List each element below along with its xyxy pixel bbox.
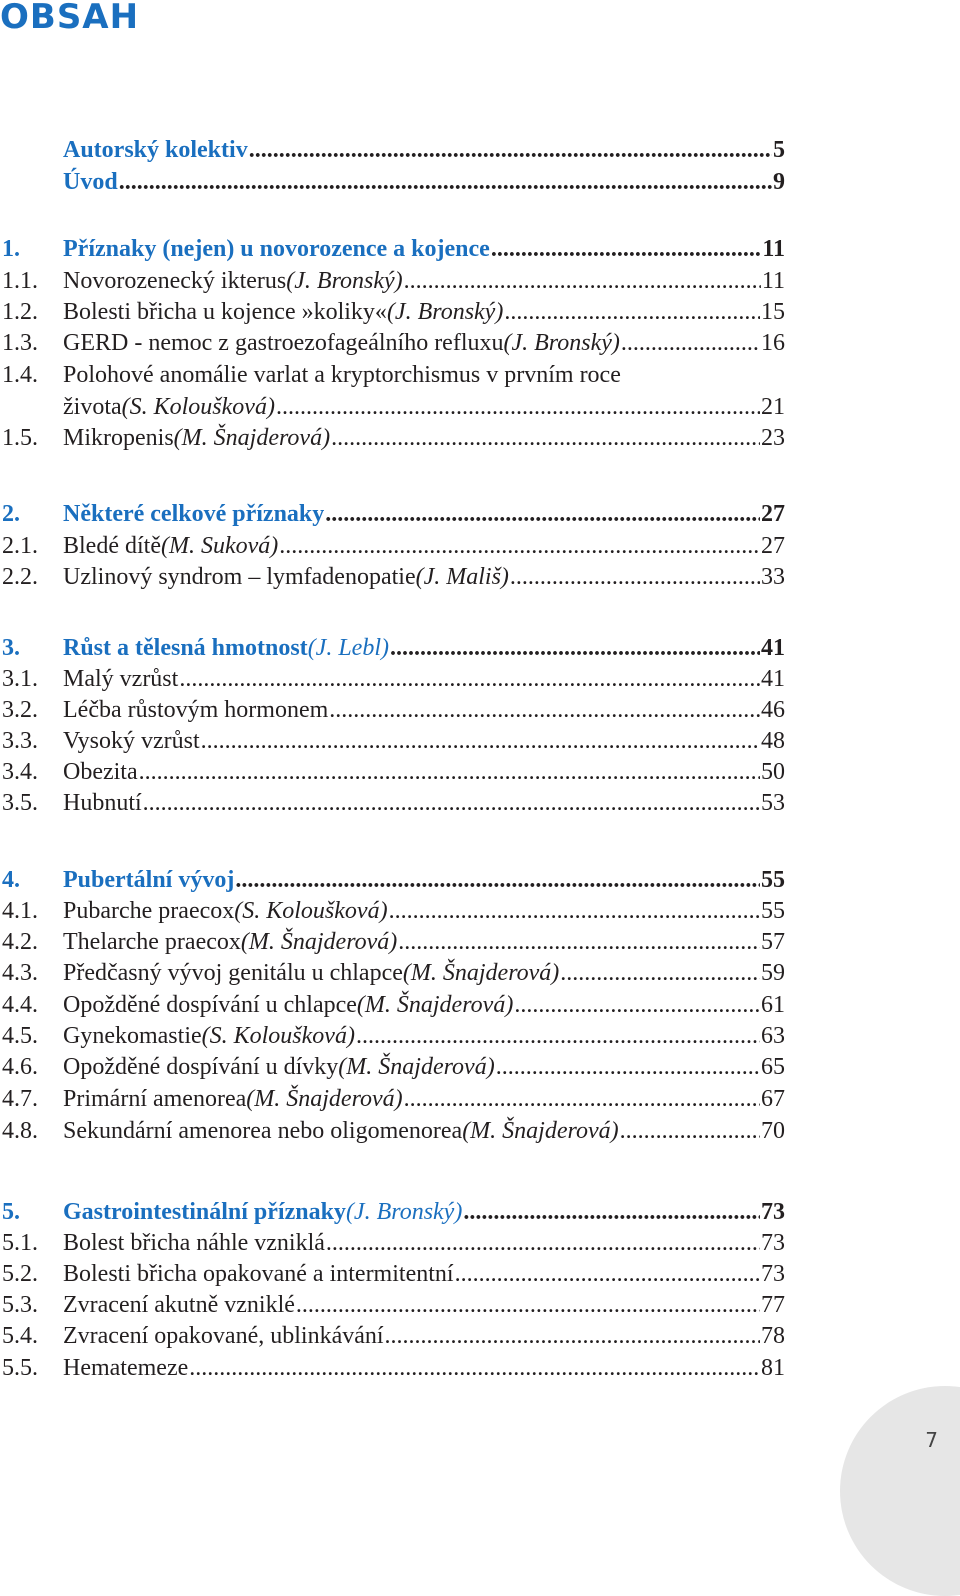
toc-section-heading[interactable] xyxy=(0,233,785,265)
dot-leader xyxy=(189,1352,760,1384)
dot-leader xyxy=(404,265,761,297)
toc-entry[interactable] xyxy=(0,1051,785,1083)
toc-entry-title: Opožděné dospívání u dívky xyxy=(63,1054,339,1080)
toc-entry[interactable] xyxy=(0,422,785,454)
dot-leader xyxy=(119,166,772,198)
toc-entry-page: 67 xyxy=(761,1086,785,1112)
toc-entry-number: 5.1. xyxy=(2,1230,38,1256)
toc-entry-title: Pubertální vývoj xyxy=(63,867,235,893)
toc-entry-number: 1.3. xyxy=(2,330,38,356)
toc-entry-number: 1.5. xyxy=(2,425,38,451)
toc-entry-page: 5 xyxy=(773,137,785,163)
dot-leader xyxy=(235,864,760,896)
toc-entry[interactable] xyxy=(0,1258,785,1290)
toc-entry-page: 41 xyxy=(761,666,785,692)
toc-entry[interactable] xyxy=(0,895,785,927)
toc-entry-number: 5.3. xyxy=(2,1292,38,1318)
toc-entry-page: 61 xyxy=(761,992,785,1018)
toc-entry-author: (M. Šnajderová) xyxy=(338,1054,495,1080)
toc-entry[interactable] xyxy=(0,1115,785,1147)
toc-entry-title: Růst a tělesná hmotnost xyxy=(63,635,308,661)
toc-entry-author: (S. Koloušková) xyxy=(201,1023,355,1049)
dot-leader xyxy=(326,1227,760,1259)
dot-leader xyxy=(356,1020,760,1052)
toc-entry-number: 4. xyxy=(2,867,20,893)
toc-entry-title: Některé celkové příznaky xyxy=(63,501,325,527)
toc-entry-author: (M. Šnajderová) xyxy=(402,960,560,986)
toc-entry-title: Úvod xyxy=(63,169,118,195)
dot-leader xyxy=(620,1115,760,1147)
toc-entry-page: 15 xyxy=(761,299,785,325)
toc-entry-title: Opožděné dospívání u chlapce xyxy=(63,992,357,1018)
toc-entry-number: 2.1. xyxy=(2,533,38,559)
toc-entry-number: 4.6. xyxy=(2,1054,38,1080)
toc-entry[interactable] xyxy=(0,787,785,819)
toc-entry[interactable] xyxy=(0,989,785,1021)
toc-section-heading[interactable] xyxy=(0,498,785,530)
toc-entry-page: 27 xyxy=(761,533,785,559)
toc-entry-title: Bolest břicha náhle vzniklá xyxy=(63,1230,325,1256)
toc-entry-number: 3. xyxy=(2,635,20,661)
toc-entry[interactable] xyxy=(0,1352,785,1384)
toc-entry[interactable] xyxy=(0,561,785,593)
dot-leader xyxy=(514,989,760,1021)
toc-entry-number: 3.5. xyxy=(2,790,38,816)
toc-entry-page: 73 xyxy=(761,1199,785,1225)
toc-entry-number: 1. xyxy=(2,236,20,262)
toc-entry-number: 3.3. xyxy=(2,728,38,754)
toc-entry-title: života xyxy=(63,394,122,420)
toc-entry-number: 4.7. xyxy=(2,1086,38,1112)
toc-entry-number: 4.4. xyxy=(2,992,38,1018)
toc-entry-page: 41 xyxy=(761,635,785,661)
toc-section-heading[interactable] xyxy=(0,864,785,896)
toc-entry-title: Uzlinový syndrom – lymfadenopatie xyxy=(63,564,416,590)
toc-entry-number: 4.1. xyxy=(2,898,38,924)
toc-entry-title: GERD - nemoc z gastroezofageálního refluxu xyxy=(63,330,504,356)
toc-entry[interactable] xyxy=(0,957,785,989)
toc-entry-number: 2.2. xyxy=(2,564,38,590)
dot-leader xyxy=(621,327,760,359)
toc-entry[interactable] xyxy=(0,530,785,562)
toc-entry-number: 4.3. xyxy=(2,960,38,986)
toc-entry-author: (M. Šnajderová) xyxy=(462,1118,619,1144)
toc-entry-author: (J. Bronský) xyxy=(286,268,403,294)
toc-entry-title: Obezita xyxy=(63,759,138,785)
toc-entry[interactable] xyxy=(0,296,785,328)
dot-leader xyxy=(276,391,760,423)
toc-entry-page: 81 xyxy=(761,1355,785,1381)
toc-entry-author: (J. Bronský) xyxy=(345,1199,463,1225)
toc-entry-title: Primární amenorea xyxy=(63,1086,247,1112)
toc-entry-number: 3.1. xyxy=(2,666,38,692)
toc-entry-number: 4.5. xyxy=(2,1023,38,1049)
toc-entry[interactable] xyxy=(0,1227,785,1259)
page-number: 7 xyxy=(925,1428,938,1452)
dot-leader xyxy=(201,725,760,757)
toc-entry-number: 4.2. xyxy=(2,929,38,955)
toc-entry-title: Léčba růstovým hormonem xyxy=(63,697,329,723)
toc-entry-number: 5.5. xyxy=(2,1355,38,1381)
dot-leader xyxy=(504,296,760,328)
toc-entry-page: 59 xyxy=(761,960,785,986)
toc-entry-number: 5.4. xyxy=(2,1323,38,1349)
dot-leader xyxy=(249,134,772,166)
toc-entry-author: (J. Mališ) xyxy=(415,564,509,590)
toc-entry-page: 48 xyxy=(761,728,785,754)
toc-entry-author: (S. Koloušková) xyxy=(121,394,275,420)
toc-entry-number: 4.8. xyxy=(2,1118,38,1144)
toc-entry-number: 1.1. xyxy=(2,268,38,294)
toc-entry-author: (M. Suková) xyxy=(160,533,279,559)
toc-entry[interactable] xyxy=(0,756,785,788)
toc-entry-title: Zvracení akutně vzniklé xyxy=(63,1292,295,1318)
toc-entry[interactable] xyxy=(0,926,785,958)
toc-entry-author: (S. Koloušková) xyxy=(234,898,388,924)
toc-entry-page: 78 xyxy=(761,1323,785,1349)
toc-entry-page: 55 xyxy=(761,898,785,924)
dot-leader xyxy=(179,663,760,695)
toc-entry-page: 11 xyxy=(762,236,785,262)
toc-entry[interactable] xyxy=(0,265,785,297)
dot-leader xyxy=(325,498,760,530)
toc-entry-author: (J. Bronský) xyxy=(503,330,620,356)
toc-entry-title: Bledé dítě xyxy=(63,533,161,559)
dot-leader xyxy=(385,1320,760,1352)
dot-leader xyxy=(143,787,760,819)
toc-entry-title: Předčasný vývoj genitálu u chlapce xyxy=(63,960,403,986)
toc-entry-title: Gynekomastie xyxy=(63,1023,202,1049)
dot-leader xyxy=(398,926,760,958)
toc-entry-number: 5. xyxy=(2,1199,20,1225)
toc-entry[interactable] xyxy=(0,1289,785,1321)
toc-entry-page: 11 xyxy=(761,268,785,294)
dot-leader xyxy=(491,233,761,265)
dot-leader xyxy=(404,1083,760,1115)
dot-leader xyxy=(331,422,760,454)
toc-entry-author: (J. Bronský) xyxy=(386,299,504,325)
toc-entry-page: 9 xyxy=(773,169,785,195)
toc-entry-title: Pubarche praecox xyxy=(63,898,235,924)
toc-section-heading[interactable] xyxy=(0,1196,785,1228)
toc-entry-number: 5.2. xyxy=(2,1261,38,1287)
toc-entry-page: 53 xyxy=(761,790,785,816)
toc-entry-title: Gastrointestinální příznaky xyxy=(63,1199,346,1225)
dot-leader xyxy=(496,1051,760,1083)
toc-entry-page: 21 xyxy=(761,394,785,420)
toc-entry-page: 63 xyxy=(761,1023,785,1049)
toc-entry-page: 27 xyxy=(761,501,785,527)
toc-entry[interactable] xyxy=(0,663,785,695)
toc-entry-page: 16 xyxy=(761,330,785,356)
dot-leader xyxy=(463,1196,760,1228)
toc-entry-number: 3.4. xyxy=(2,759,38,785)
dot-leader xyxy=(139,756,760,788)
dot-leader xyxy=(279,530,760,562)
toc-entry-page: 70 xyxy=(761,1118,785,1144)
toc-entry-number: 3.2. xyxy=(2,697,38,723)
toc-entry-author: (M. Šnajderová) xyxy=(240,929,398,955)
toc-entry[interactable] xyxy=(0,359,785,423)
toc-entry-page: 65 xyxy=(761,1054,785,1080)
toc-section-heading[interactable] xyxy=(0,134,785,166)
toc-entry-page: 46 xyxy=(761,697,785,723)
toc-entry[interactable] xyxy=(0,725,785,757)
toc-entry-title-line1: Polohové anomálie varlat a kryptorchismus v prvním roce xyxy=(63,362,621,388)
toc-entry-title: Autorský kolektiv xyxy=(63,137,248,163)
toc-section-heading[interactable] xyxy=(0,166,785,198)
toc-entry-author: (J. Lebl) xyxy=(307,635,389,661)
toc-entry-title: Vysoký vzrůst xyxy=(63,728,200,754)
page-title: OBSAH xyxy=(0,0,140,37)
toc-entry-number: 2. xyxy=(2,501,20,527)
toc-entry[interactable] xyxy=(0,694,785,726)
toc-entry[interactable] xyxy=(0,1320,785,1352)
toc-entry-title: Zvracení opakované, ublinkávání xyxy=(63,1323,384,1349)
toc-entry-title: Hubnutí xyxy=(63,790,142,816)
toc-entry-title: Sekundární amenorea nebo oligomenorea xyxy=(63,1118,463,1144)
toc-entry-number: 1.4. xyxy=(2,362,38,388)
dot-leader xyxy=(296,1289,760,1321)
toc-entry[interactable] xyxy=(0,1020,785,1052)
toc-entry-page: 50 xyxy=(761,759,785,785)
toc-entry-title: Malý vzrůst xyxy=(63,666,179,692)
toc-entry-title: Novorozenecký ikterus xyxy=(63,268,287,294)
toc-entry-title: Thelarche praecox xyxy=(63,929,241,955)
toc-entry-page: 73 xyxy=(761,1261,785,1287)
toc-entry-page: 77 xyxy=(761,1292,785,1318)
toc-entry-author: (M. Šnajderová) xyxy=(356,992,514,1018)
toc-entry-title: Bolesti břicha opakované a intermitentní xyxy=(63,1261,454,1287)
toc-entry-author: (M. Šnajderová) xyxy=(173,425,331,451)
toc-entry-page: 33 xyxy=(761,564,785,590)
dot-leader xyxy=(390,632,760,664)
dot-leader xyxy=(560,957,760,989)
toc-entry[interactable] xyxy=(0,327,785,359)
toc-entry-author: (M. Šnajderová) xyxy=(246,1086,403,1112)
toc-entry-page: 55 xyxy=(761,867,785,893)
toc-entry-title: Mikropenis xyxy=(63,425,174,451)
toc-entry-page: 23 xyxy=(761,425,785,451)
toc-entry-number: 1.2. xyxy=(2,299,38,325)
toc-entry-title: Hematemeze xyxy=(63,1355,189,1381)
toc-section-heading[interactable] xyxy=(0,632,785,664)
toc-entry[interactable] xyxy=(0,1083,785,1115)
toc-entry-page: 73 xyxy=(761,1230,785,1256)
toc-entry-title: Bolesti břicha u kojence »koliky« xyxy=(63,299,387,325)
dot-leader xyxy=(510,561,760,593)
toc-entry-page: 57 xyxy=(761,929,785,955)
dot-leader xyxy=(455,1258,760,1290)
dot-leader xyxy=(329,694,760,726)
dot-leader xyxy=(389,895,760,927)
toc-entry-title: Příznaky (nejen) u novorozence a kojence xyxy=(63,236,490,262)
